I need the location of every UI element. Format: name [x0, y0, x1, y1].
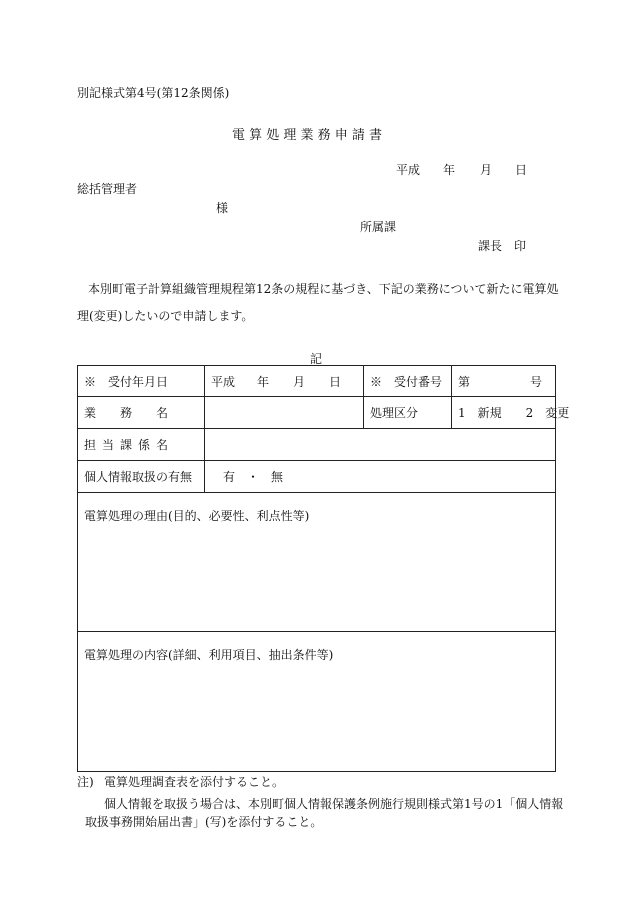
number-prefix: 第: [458, 374, 471, 389]
body-text-line-1: 本別町電子計算組織管理規程第12条の規程に基づき、下記の業務について新たに電算処: [88, 282, 559, 296]
received-year: 年: [257, 374, 270, 389]
received-month: 月: [293, 374, 306, 389]
note-prefix: 注): [77, 775, 94, 789]
note-line-2: 個人情報を取扱う場合は、本別町個人情報保護条例施行規則様式第1号の1「個人情報: [104, 797, 564, 811]
section-name-label: 担当課係名: [78, 429, 205, 461]
department-label: 所属課: [360, 220, 397, 234]
date-month: 月: [480, 163, 493, 177]
content-label: 電算処理の内容(詳細、利用項目、抽出条件等): [84, 648, 334, 662]
application-table: [77, 365, 570, 772]
reason-cell[interactable]: [78, 493, 556, 632]
row-work-name: [78, 397, 556, 429]
body-text-line-2: 理(変更)したいので申請します。: [77, 309, 254, 323]
work-name-cell[interactable]: [205, 397, 364, 429]
received-date-cell[interactable]: [205, 366, 364, 397]
note-line-1: 電算処理調査表を添付すること。: [104, 775, 285, 789]
section-chief-seal: 課長 印: [478, 239, 527, 253]
note-line-3: 取扱事務開始届出書」(写)を添付すること。: [85, 815, 323, 829]
form-reference: 別記様式第4号(第12条関係): [77, 86, 230, 100]
received-date-label: ※ 受付年月日: [78, 366, 205, 397]
addressee-honorific: 様: [216, 201, 229, 215]
row-section: [78, 429, 556, 461]
division-label: 処理区分: [364, 397, 452, 429]
received-number-cell[interactable]: [452, 366, 556, 397]
content-cell[interactable]: [78, 632, 556, 772]
personal-info-options[interactable]: 有 ・ 無: [205, 461, 556, 493]
number-suffix: 号: [530, 374, 543, 389]
section-name-cell[interactable]: [205, 429, 556, 461]
row-content: [78, 632, 556, 772]
document-title: 電 算 処 理 業 務 申 請 書: [232, 128, 383, 143]
date-day: 日: [515, 163, 528, 177]
date-era: 平成: [396, 163, 421, 177]
personal-info-label: 個人情報取扱の有無: [78, 461, 205, 493]
row-personal-info: [78, 461, 556, 493]
received-number-label: ※ 受付番号: [364, 366, 452, 397]
row-reception: [78, 366, 556, 397]
addressee: 総括管理者: [77, 182, 138, 196]
ki-heading: 記: [310, 352, 323, 366]
date-year: 年: [443, 163, 456, 177]
received-day: 日: [329, 374, 342, 389]
received-era: 平成: [211, 374, 236, 389]
reason-label: 電算処理の理由(目的、必要性、利点性等): [84, 509, 310, 523]
row-reason: [78, 493, 556, 632]
division-options[interactable]: 1 新規 2 変更: [452, 397, 556, 429]
work-name-label: 業 務 名: [78, 397, 205, 429]
